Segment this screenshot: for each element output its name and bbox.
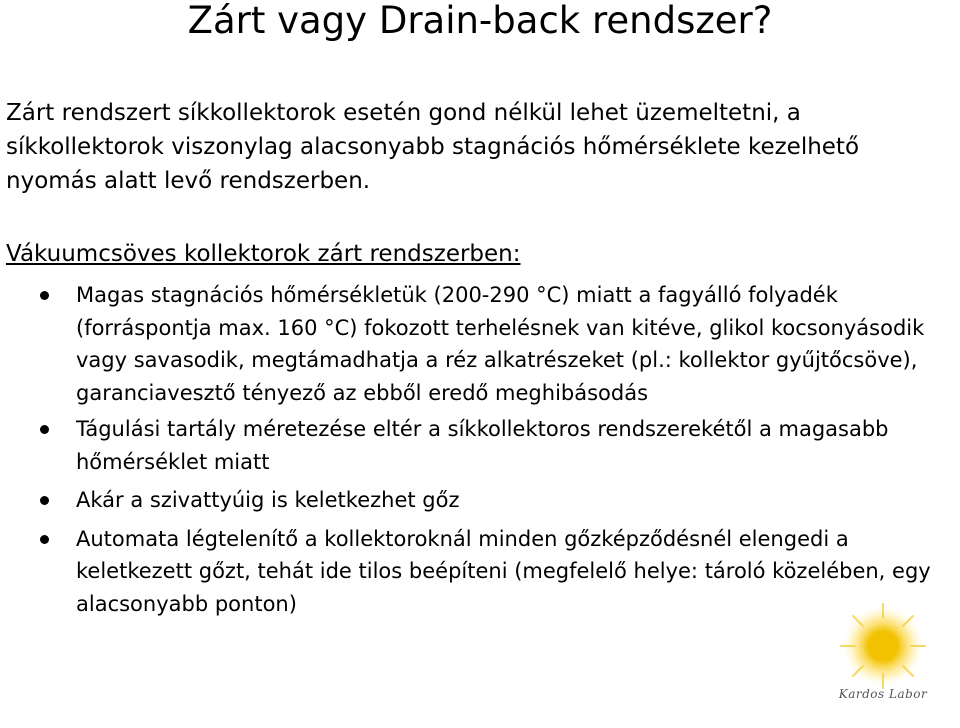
slide-title: Zárt vagy Drain-back rendszer? [187,0,773,42]
section-subheading: Vákuumcsöves kollektorok zárt rendszerben: [6,241,521,267]
bullet-list [0,279,950,626]
bullet-item [0,484,950,517]
bullet-text: Automata légtelenítő a kollektoroknál minden gőzképződésnél elengedi a keletkezett gőzt, tehát ide tilos beépíteni (megfelelő helye: tároló közelében, egy alacsonyabb ponton) [76,526,931,616]
bullet-item [0,523,950,621]
bullet-item [0,279,950,409]
kardos-labor-logo [822,600,944,718]
bullet-item [0,413,950,478]
logo-text: Kardos Labor [838,687,928,701]
intro-paragraph: Zárt rendszert síkkollektorok esetén gond nélkül lehet üzemeltetni, a síkkollektorok viszonylag alacsonyabb stagnációs hőmérséklete kezelhető nyomás alatt levő rendszerben. [6,100,860,194]
bullet-dot-icon [40,535,49,544]
bullet-text: Magas stagnációs hőmérsékletük (200-290 °C) miatt a fagyálló folyadék (forráspontja max. 160 °C) fokozott terhelésnek van kitéve, glikol kocsonyásodik vagy savasodik, megtámadhatja a réz alkatrészeket (pl.: kollektor gyűjtőcsöve), garanciavesztő tényező az ebből eredő meghibásodás [76,283,925,405]
bullet-dot-icon [40,496,49,505]
bullet-text: Tágulási tartály méretezése eltér a síkkollektoros rendszerekétől a magasabb hőmérséklet miatt [76,417,889,474]
bullet-dot-icon [40,425,49,434]
bullet-text: Akár a szivattyúig is keletkezhet gőz [76,488,460,512]
bullet-dot-icon [40,291,49,300]
sun-icon [822,600,944,690]
